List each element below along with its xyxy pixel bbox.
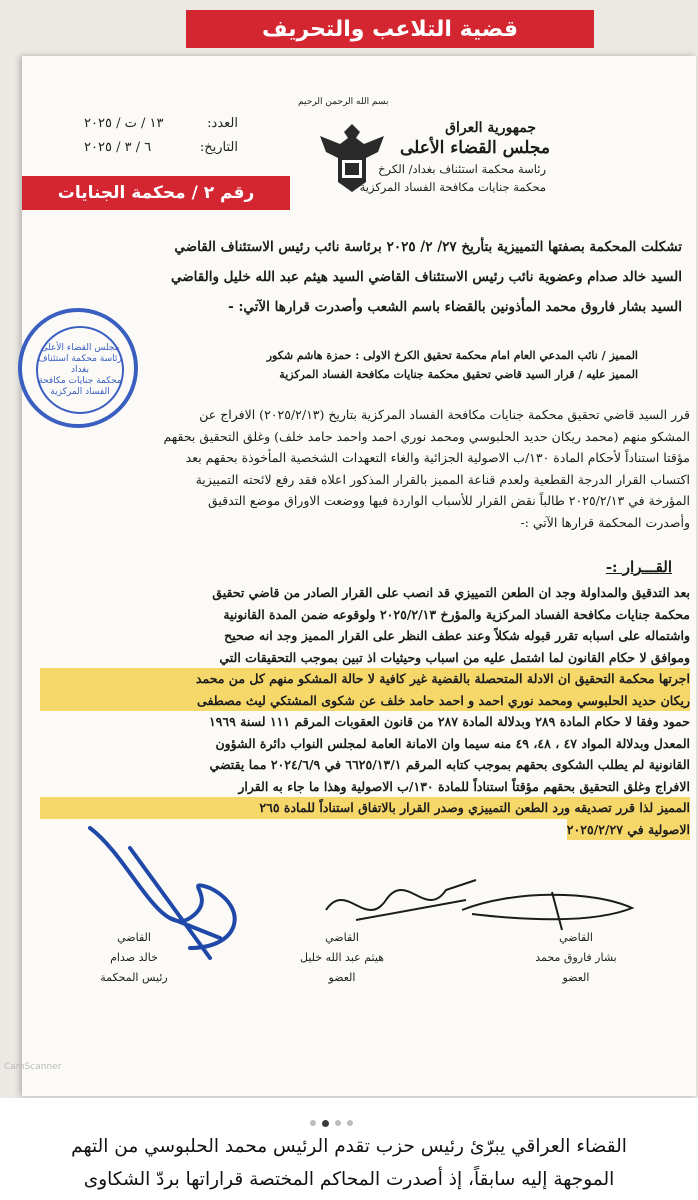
decision-title: القـــرار :- [605,558,672,576]
carousel-dot[interactable] [347,1120,353,1126]
decision-line-highlighted: المميز لذا قرر تصديقه ورد الطعن التمييزي وصدر القرار بالاتفاق استناداً للمادة ٢٦٥ [40,797,690,819]
carousel-dot[interactable] [310,1120,316,1126]
facts-line: قرر السيد قاضي تحقيق محكمة جنايات مكافحة الفساد المركزية بتاريخ (٢٠٢٥/٢/١٣) الافراج عن [199,407,690,422]
decision-line-highlighted: ريكان حديد الحلبوسي ومحمد نوري احمد و احمد حامد خلف عن شكوى المشتكي ليث مصطفى [40,690,690,712]
carousel-indicator[interactable] [310,1120,353,1127]
signature-role: العضو [562,971,590,984]
decision-line: حمود وفقا لا حكام المادة ٢٨٩ وبدلالة المادة ٢٨٧ من قانون العقوبات المرقم ١١١ لسنة ١٩٦٩ [208,714,690,729]
decision-line: وموافق لا حكام القانون لما اشتمل عليه من اسباب وحيثيات اذ تبين بموجب التحقيقات التي [219,649,690,665]
facts-line: اكتساب القرار الدرجة القطعية ولعدم قناعة المميز بالقرار المذكور اعلاه فقد رفع لائحته التمييزية [195,471,690,487]
decision-line: القانونية لم يطلب الشكوى بحقهم بموجب كتابه المرقم ٦٦٢٥/١٣/١ في ٢٠٢٤/٦/٩ مما يقتضي [209,757,690,772]
facts-line: وأصدرت المحكمة قرارها الآتي :- [520,514,690,530]
number-value: ١٣ / ت / ٢٠٢٥ [84,116,164,131]
respondent-line: المميز عليه / قرار السيد قاضي تحقيق محكمة جنايات مكافحة الفساد المركزية [279,368,638,381]
date-label: التاريخ: [199,140,238,155]
carousel-dot-active[interactable] [322,1120,329,1127]
facts-line: المشكو منهم (محمد ريكان حديد الحلبوسي ومحمد نوري احمد واحمد حامد خلف) وغلق التحقيق بحقهم [163,428,690,444]
signature-name: خالد صدام [110,951,158,964]
header-line-1: رئاسة محكمة استئناف بغداد/ الكرخ [378,162,546,176]
signature-name: هيثم عبد الله خليل [300,951,384,964]
scanner-watermark: CamScanner [4,1062,62,1072]
post-caption [14,1130,684,1196]
decision-line: بعد التدقيق والمداولة وجد ان الطعن التمييزي قد انصب على القرار الصادر من قاضي تحقيق [212,585,690,600]
seal-text: مجلس القضاء الأعلى [40,342,120,353]
formation-line: السيد بشار فاروق محمد المأذونين بالقضاء باسم الشعب وأصدرت قرارها الآتي: - [228,299,682,315]
signature-role: رئيس المحكمة [100,971,168,984]
carousel-dot[interactable] [335,1120,341,1126]
formation-paragraph [42,232,682,322]
decision-line: واشتماله على اسبابه تقرر قبوله شكلاً وعند عطف النظر على القرار المميز وجد انه صحيح [224,628,690,643]
decision-line: المعدل وبدلالة المواد ٤٧ ، ٤٨، ٤٩ منه سيما وان الامانة العامة لمجلس النواب دائرة الشؤون [215,735,690,751]
signature-block-2 [282,928,402,988]
facts-line: المؤرخة في ٢٠٢٥/٢/١٣ طالباً نقض القرار للأسباب الواردة فيها ووضعت الاوراق موضع التدقيق [207,493,690,508]
decision-line-highlighted: الاصولية في ٢٠٢٥/٢/٢٧ [567,819,690,841]
facts-paragraph [40,404,690,533]
signature-name: بشار فاروق محمد [535,951,617,964]
signature-title: القاضي [559,931,593,944]
caption-line: القضاء العراقي يبرّئ رئيس حزب تقدم الرئيس محمد الحلبوسي من التهم [71,1136,627,1157]
appellant-line: المميز / نائب المدعي العام امام محكمة تحقيق الكرخ الاولى : حمزة هاشم شكور [266,349,638,362]
parties-block [198,346,638,384]
seal-text: الفساد المركزية [50,386,110,397]
signature-role: العضو [328,971,356,984]
facts-line: مؤقتا استناداً لأحكام المادة ١٣٠/ب الاصولية الجزائية والغاء التعهدات الشخصية المأخوذة بحقهم بعد [185,450,690,465]
seal-inner [36,326,124,414]
number-label: العدد: [207,116,238,131]
court-number-box: رقم ٢ / محكمة الجنايات [22,176,290,210]
signature-title: القاضي [117,931,151,944]
decision-line: محكمة جنايات مكافحة الفساد المركزية والمؤرخ ٢٠٢٥/٢/١٣ ولوقوعه ضمن المدة القانونية [223,606,690,622]
headline-banner: قضية التلاعب والتحريف [186,10,594,48]
signature-block-1 [74,928,194,988]
header-line-2: محكمة جنايات مكافحة الفساد المركزية [359,180,546,194]
eagle-emblem-icon [312,118,392,198]
council-title: مجلس القضاء الأعلى [400,138,550,158]
republic-title: جمهورية العراق [445,120,536,136]
formation-line: تشكلت المحكمة بصفتها التمييزية بتأريخ ٢٧/ ٢/ ٢٠٢٥ برئاسة نائب رئيس الاستئناف القاضي [174,239,682,255]
decision-line-highlighted: اجرتها محكمة التحقيق ان الادلة المتحصلة بالقضية غير كافية لا حالة المشكو منهم كل من محمد [40,668,690,690]
decision-line: الافراج وغلق التحقيق بحقهم مؤقتاً استناداً للمادة ١٣٠/ب الاصولية وهذا ما جاء به القرار [238,778,690,794]
caption-line: الموجهة إليه سابقاً، إذ أصدرت المحاكم المختصة قراراتها بردّ الشكاوى [83,1169,615,1190]
signature-title: القاضي [325,931,359,944]
date-value: ٦ / ٣ / ٢٠٢٥ [84,140,152,155]
basmala: بسم الله الرحمن الرحيم [298,97,389,107]
decision-paragraph [40,582,690,840]
formation-line: السيد خالد صدام وعضوية نائب رئيس الاستئناف القاضي السيد هيثم عبد الله خليل والقاضي [170,269,682,285]
seal-text: محكمة جنايات مكافحة [38,375,122,386]
seal-text: رئاسة محكمة استئناف بغداد [38,353,122,375]
signature-block-3 [516,928,636,988]
